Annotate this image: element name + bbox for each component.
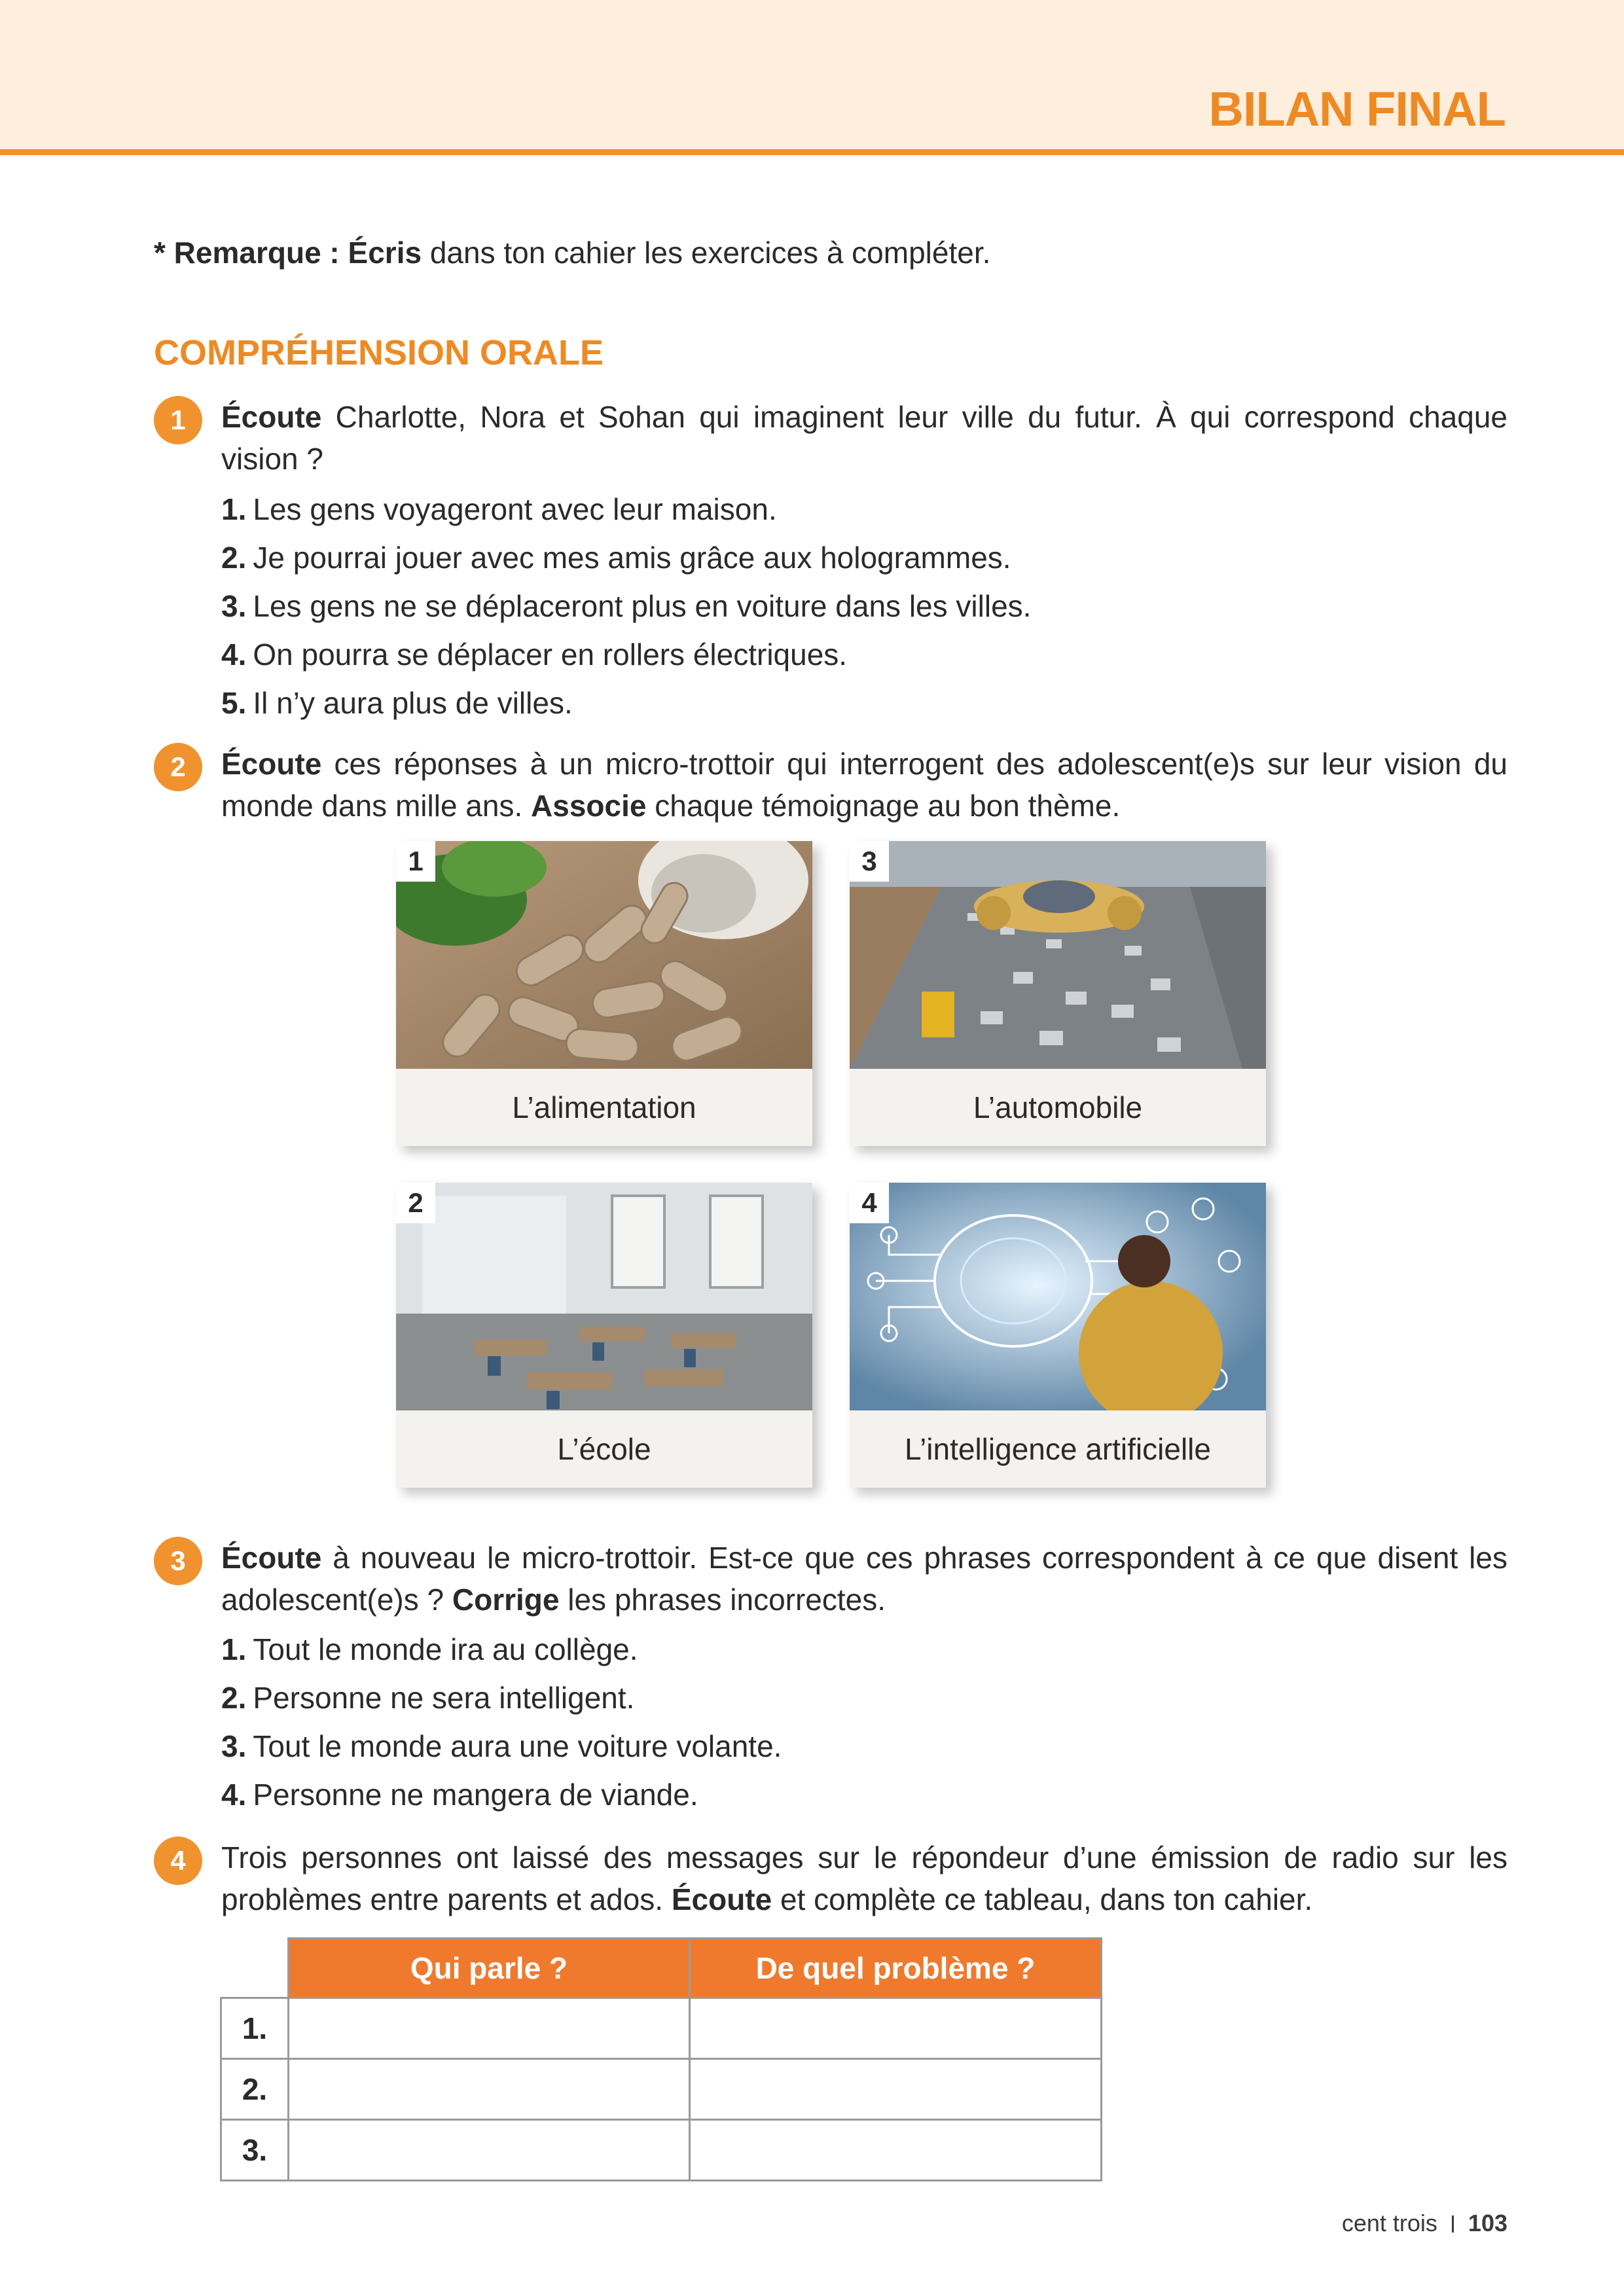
card-caption: L’automobile	[850, 1069, 1266, 1146]
list-item: 2. Je pourrai jouer avec mes amis grâce aux hologrammes.	[221, 541, 1011, 575]
exercise-3-text2: les phrases incorrectes.	[559, 1583, 886, 1617]
exercise-2-verb: Écoute	[221, 747, 322, 781]
table-header-probleme: De quel problème ?	[690, 1939, 1102, 1998]
table-header-qui-parle: Qui parle ?	[289, 1939, 690, 1998]
list-item: 1. Les gens voyageront avec leur maison.	[221, 492, 777, 526]
answer-cell	[690, 1998, 1102, 2059]
card-caption: L’alimentation	[396, 1069, 812, 1146]
exercise-number-1: 1	[154, 396, 202, 444]
table-row	[221, 1998, 1102, 2059]
table-row	[221, 2120, 1102, 2181]
page-number: 103	[1468, 2210, 1507, 2236]
answer-table	[220, 1937, 1102, 2181]
exercise-number-2: 2	[154, 743, 202, 791]
theme-card-automobile	[850, 841, 1266, 1146]
footer-separator	[1452, 2215, 1454, 2233]
answer-cell	[690, 2120, 1102, 2181]
exercise-2-instruction	[221, 743, 1507, 827]
exercise-number-4: 4	[154, 1837, 202, 1885]
exercise-1-instruction	[221, 396, 1507, 480]
list-item: 4. Personne ne mangera de viande.	[221, 1778, 698, 1812]
card-number: 4	[850, 1183, 889, 1223]
theme-card-ia	[850, 1183, 1266, 1488]
remark-verb: Écris	[348, 236, 422, 270]
row-number: 3.	[221, 2120, 289, 2181]
exercise-3-text: à nouveau le micro-trottoir. Est-ce que ces phrases correspondent à ce que disent les adolescent(e)s ?	[221, 1541, 1507, 1617]
answer-cell	[289, 1998, 690, 2059]
exercise-4-text2: et complète ce tableau, dans ton cahier.	[772, 1882, 1313, 1916]
section-title: COMPRÉHENSION ORALE	[154, 333, 604, 372]
page-footer	[1342, 2210, 1507, 2237]
list-item: 1. Tout le monde ira au collège.	[221, 1632, 638, 1666]
exercise-1-verb: Écoute	[221, 400, 322, 434]
remark-text: dans ton cahier les exercices à compléter.	[422, 236, 991, 270]
exercise-3-verb: Écoute	[221, 1541, 322, 1575]
answer-cell	[690, 2059, 1102, 2120]
card-caption: L’intelligence artificielle	[850, 1410, 1266, 1488]
row-number: 2.	[221, 2059, 289, 2120]
theme-card-alimentation	[396, 841, 812, 1146]
exercise-4-text: Trois personnes ont laissé des messages sur le répondeur d’une émission de radio sur les problèmes entre parents et ados.	[221, 1840, 1507, 1916]
list-item: 3. Les gens ne se déplaceront plus en voiture dans les villes.	[221, 589, 1032, 623]
list-item: 3. Tout le monde aura une voiture volante.	[221, 1729, 782, 1763]
remark-line	[154, 232, 990, 274]
answer-cell	[289, 2120, 690, 2181]
exercise-4-verb: Écoute	[671, 1882, 772, 1916]
ai-brain-photo	[850, 1183, 1266, 1410]
card-number: 3	[850, 841, 889, 882]
table-corner	[221, 1939, 289, 1998]
remark-prefix: * Remarque :	[154, 236, 348, 270]
list-item: 2. Personne ne sera intelligent.	[221, 1681, 635, 1715]
exercise-2-verb2: Associe	[531, 789, 647, 823]
card-number: 1	[396, 841, 435, 882]
page-title: BILAN FINAL	[1208, 82, 1506, 136]
theme-card-ecole	[396, 1183, 812, 1488]
list-item: 4. On pourra se déplacer en rollers électriques.	[221, 637, 848, 672]
highway-photo	[850, 841, 1266, 1069]
exercise-3-instruction	[221, 1537, 1507, 1621]
exercise-2-text2: chaque témoignage au bon thème.	[646, 789, 1121, 823]
exercise-3-verb2: Corrige	[452, 1583, 560, 1617]
card-caption: L’école	[396, 1410, 812, 1488]
list-item: 5. Il n’y aura plus de villes.	[221, 686, 573, 720]
capsules-photo	[396, 841, 812, 1069]
classroom-photo	[396, 1183, 812, 1410]
answer-cell	[289, 2059, 690, 2120]
card-number: 2	[396, 1183, 435, 1223]
exercise-1-text: Charlotte, Nora et Sohan qui imaginent leur ville du futur. À qui correspond chaque vision ?	[221, 400, 1507, 476]
row-number: 1.	[221, 1998, 289, 2059]
exercise-2-text: ces réponses à un micro-trottoir qui interrogent des adolescent(e)s sur leur vision du monde dans mille ans.	[221, 747, 1507, 823]
page-number-words: cent trois	[1341, 2210, 1437, 2236]
exercise-number-3: 3	[154, 1537, 202, 1585]
exercise-4-instruction	[221, 1837, 1507, 1920]
table-row	[221, 2059, 1102, 2120]
